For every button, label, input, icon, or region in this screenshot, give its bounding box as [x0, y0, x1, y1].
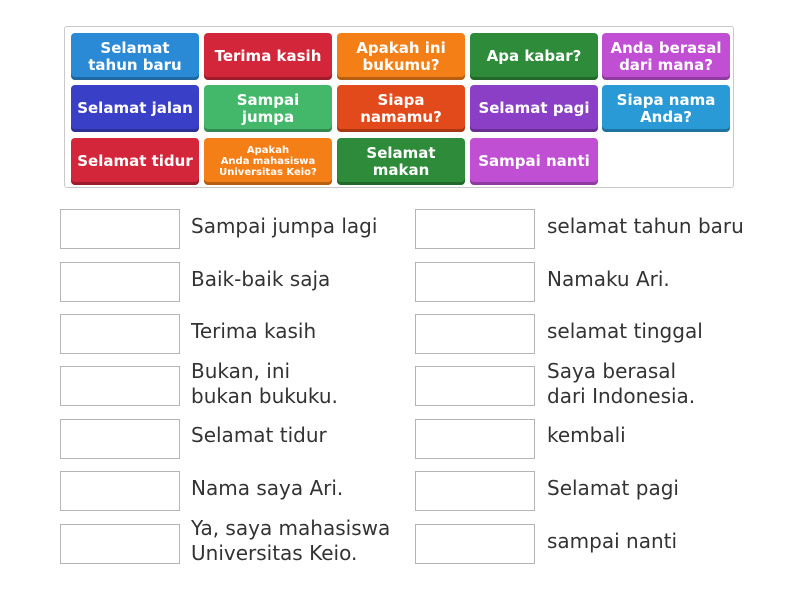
- answer-right-2: Namaku Ari.: [547, 267, 670, 291]
- answer-left-3: Terima kasih: [191, 319, 317, 343]
- drop-box-left-3[interactable]: [60, 314, 180, 354]
- chip-apakah-anda-mahasiswa[interactable]: Apakah Anda mahasiswa Universitas Keio?: [204, 138, 332, 185]
- answer-left-1: Sampai jumpa lagi: [191, 214, 378, 238]
- chip-siapa-nama-anda[interactable]: Siapa nama Anda?: [602, 85, 730, 132]
- drop-box-right-3[interactable]: [415, 314, 535, 354]
- answer-left-6: Nama saya Ari.: [191, 476, 344, 500]
- answer-right-7: sampai nanti: [547, 529, 678, 553]
- answer-right-1: selamat tahun baru: [547, 214, 744, 238]
- answer-left-2: Baik-baik saja: [191, 267, 331, 291]
- answer-left-4: Bukan, ini bukan bukuku.: [191, 359, 338, 408]
- answer-right-4: Saya berasal dari Indonesia.: [547, 359, 696, 408]
- chip-anda-berasal-dari-mana[interactable]: Anda berasal dari mana?: [602, 33, 730, 80]
- chip-selamat-tahun-baru[interactable]: Selamat tahun baru: [71, 33, 199, 80]
- drop-box-left-6[interactable]: [60, 471, 180, 511]
- drop-box-right-6[interactable]: [415, 471, 535, 511]
- drop-box-left-1[interactable]: [60, 209, 180, 249]
- drop-box-right-4[interactable]: [415, 366, 535, 406]
- drop-box-left-5[interactable]: [60, 419, 180, 459]
- answer-right-5: kembali: [547, 423, 626, 447]
- chip-sampai-nanti[interactable]: Sampai nanti: [470, 138, 598, 185]
- chip-apa-kabar[interactable]: Apa kabar?: [470, 33, 598, 80]
- chip-selamat-makan[interactable]: Selamat makan: [337, 138, 465, 185]
- answer-bank: [64, 26, 734, 188]
- chip-siapa-namamu[interactable]: Siapa namamu?: [337, 85, 465, 132]
- chip-selamat-tidur[interactable]: Selamat tidur: [71, 138, 199, 185]
- drop-box-right-1[interactable]: [415, 209, 535, 249]
- chip-apakah-ini-bukumu[interactable]: Apakah ini bukumu?: [337, 33, 465, 80]
- drop-box-left-2[interactable]: [60, 262, 180, 302]
- chip-selamat-pagi[interactable]: Selamat pagi: [470, 85, 598, 132]
- chip-sampai-jumpa[interactable]: Sampai jumpa: [204, 85, 332, 132]
- answer-right-3: selamat tinggal: [547, 319, 703, 343]
- drop-box-left-4[interactable]: [60, 366, 180, 406]
- drop-box-right-2[interactable]: [415, 262, 535, 302]
- answer-left-5: Selamat tidur: [191, 423, 327, 447]
- answer-right-6: Selamat pagi: [547, 476, 679, 500]
- drop-box-right-7[interactable]: [415, 524, 535, 564]
- chip-terima-kasih[interactable]: Terima kasih: [204, 33, 332, 80]
- drop-box-left-7[interactable]: [60, 524, 180, 564]
- answer-left-7: Ya, saya mahasiswa Universitas Keio.: [191, 516, 391, 565]
- drop-box-right-5[interactable]: [415, 419, 535, 459]
- chip-selamat-jalan[interactable]: Selamat jalan: [71, 85, 199, 132]
